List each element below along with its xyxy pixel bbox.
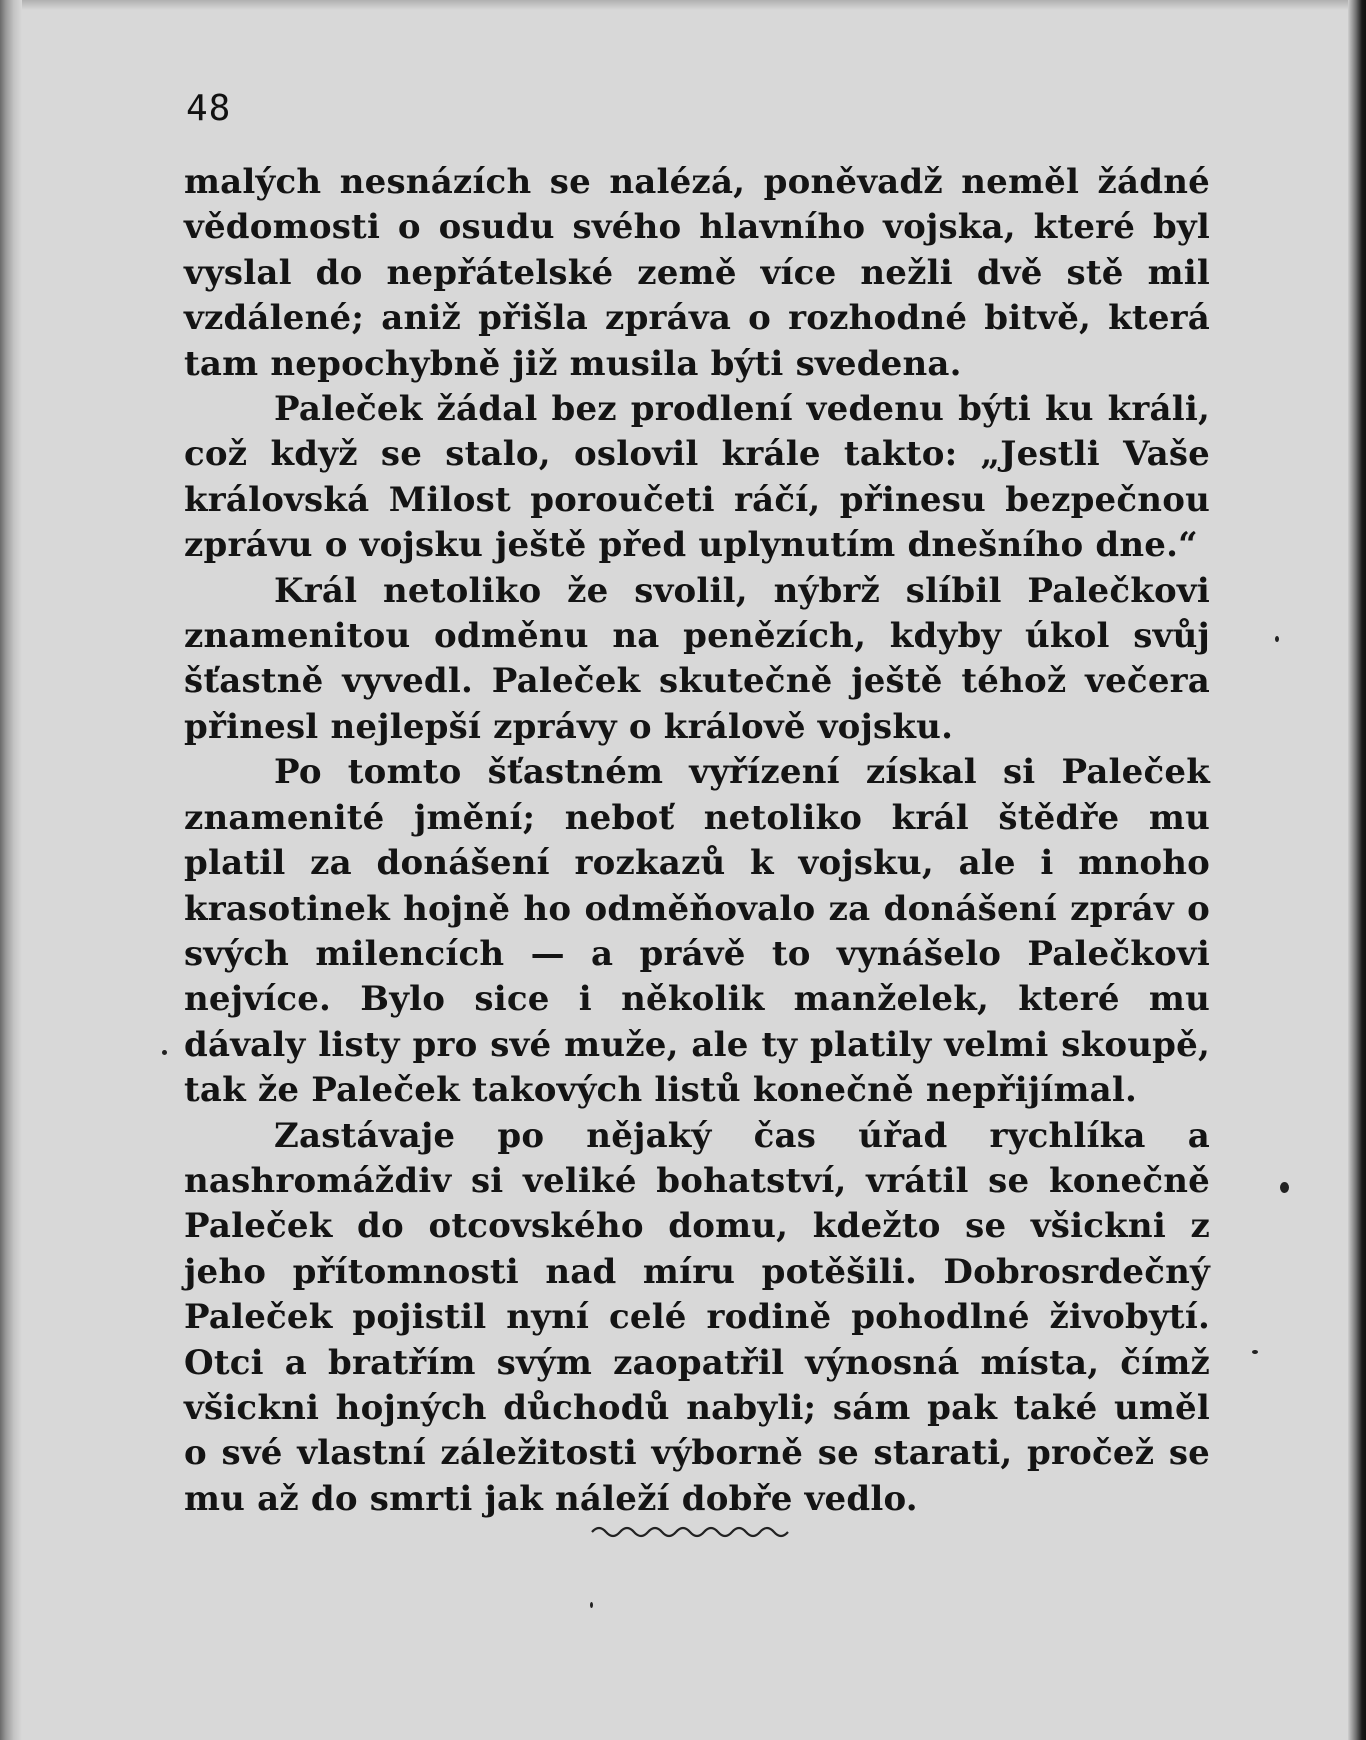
paragraph-2: Paleček žádal bez prodlení vedenu býti ku králi, což když se stalo, oslovil krále takto: „Jestli Vaše královská Milost poroučeti ráčí, přinesu bezpečnou zprávu o vojsku ještě před uplynutím dnešního dne.“ — [184, 389, 1210, 566]
print-speck — [1275, 636, 1279, 642]
paragraph-4: Po tomto šťastném vyřízení získal si Paleček znamenité jmění; neboť netoliko král štědře mu platil za donášení rozkazů k vojsku, ale i mnoho krasotinek hojně ho odměňovalo za donášení zpráv o svých milencích — a právě to vynášelo Palečkovi nejvíce. Bylo sice i několik manželek, které mu dávaly listy pro své muže, ale ty platily velmi skoupě, tak že Paleček takových listů konečně nepřijímal. — [184, 752, 1210, 1111]
body-text — [184, 160, 1210, 1522]
page-right-edge — [1348, 0, 1366, 1740]
paragraph-3: Král netoliko že svolil, nýbrž slíbil Palečkovi znamenitou odměnu na penězích, kdyby úkol svůj šťastně vyvedl. Paleček skutečně ještě téhož večera přinesl nejlepší zprávy o králově vojsku. — [184, 570, 1210, 747]
print-speck — [162, 1050, 167, 1055]
tail-ornament — [590, 1520, 800, 1544]
paragraph-5: Zastávaje po nějaký čas úřad rychlíka a nashromáždiv si veliké bohatství, vrátil se konečně Paleček do otcovského domu, kdežto se všickni z jeho přítomnosti nad míru potěšili. Dobrosrdečný Paleček pojistil nyní celé rodině pohodlné živobytí. Otci a bratřím svým zaopatřil výnosná místa, čímž všickni hojných důchodů nabyli; sám pak také uměl o své vlastní záležitosti výborně se starati, pročež se mu až do smrti jak náleží dobře vedlo. — [184, 1115, 1210, 1519]
print-speck — [590, 1602, 593, 1608]
print-speck — [1252, 1350, 1258, 1354]
page-left-edge — [0, 0, 22, 1740]
print-speck — [1280, 1182, 1289, 1193]
page-top-edge — [0, 0, 1366, 10]
paragraph-1: malých nesnázích se nalézá, poněvadž neměl žádné vědomosti o osudu svého hlavního vojska, které byl vyslal do nepřátelské země více nežli dvě stě mil vzdálené; aniž přišla zpráva o rozhodné bitvě, která tam nepochybně již musila býti svedena. — [184, 162, 1210, 384]
page-number: 48 — [186, 88, 232, 129]
